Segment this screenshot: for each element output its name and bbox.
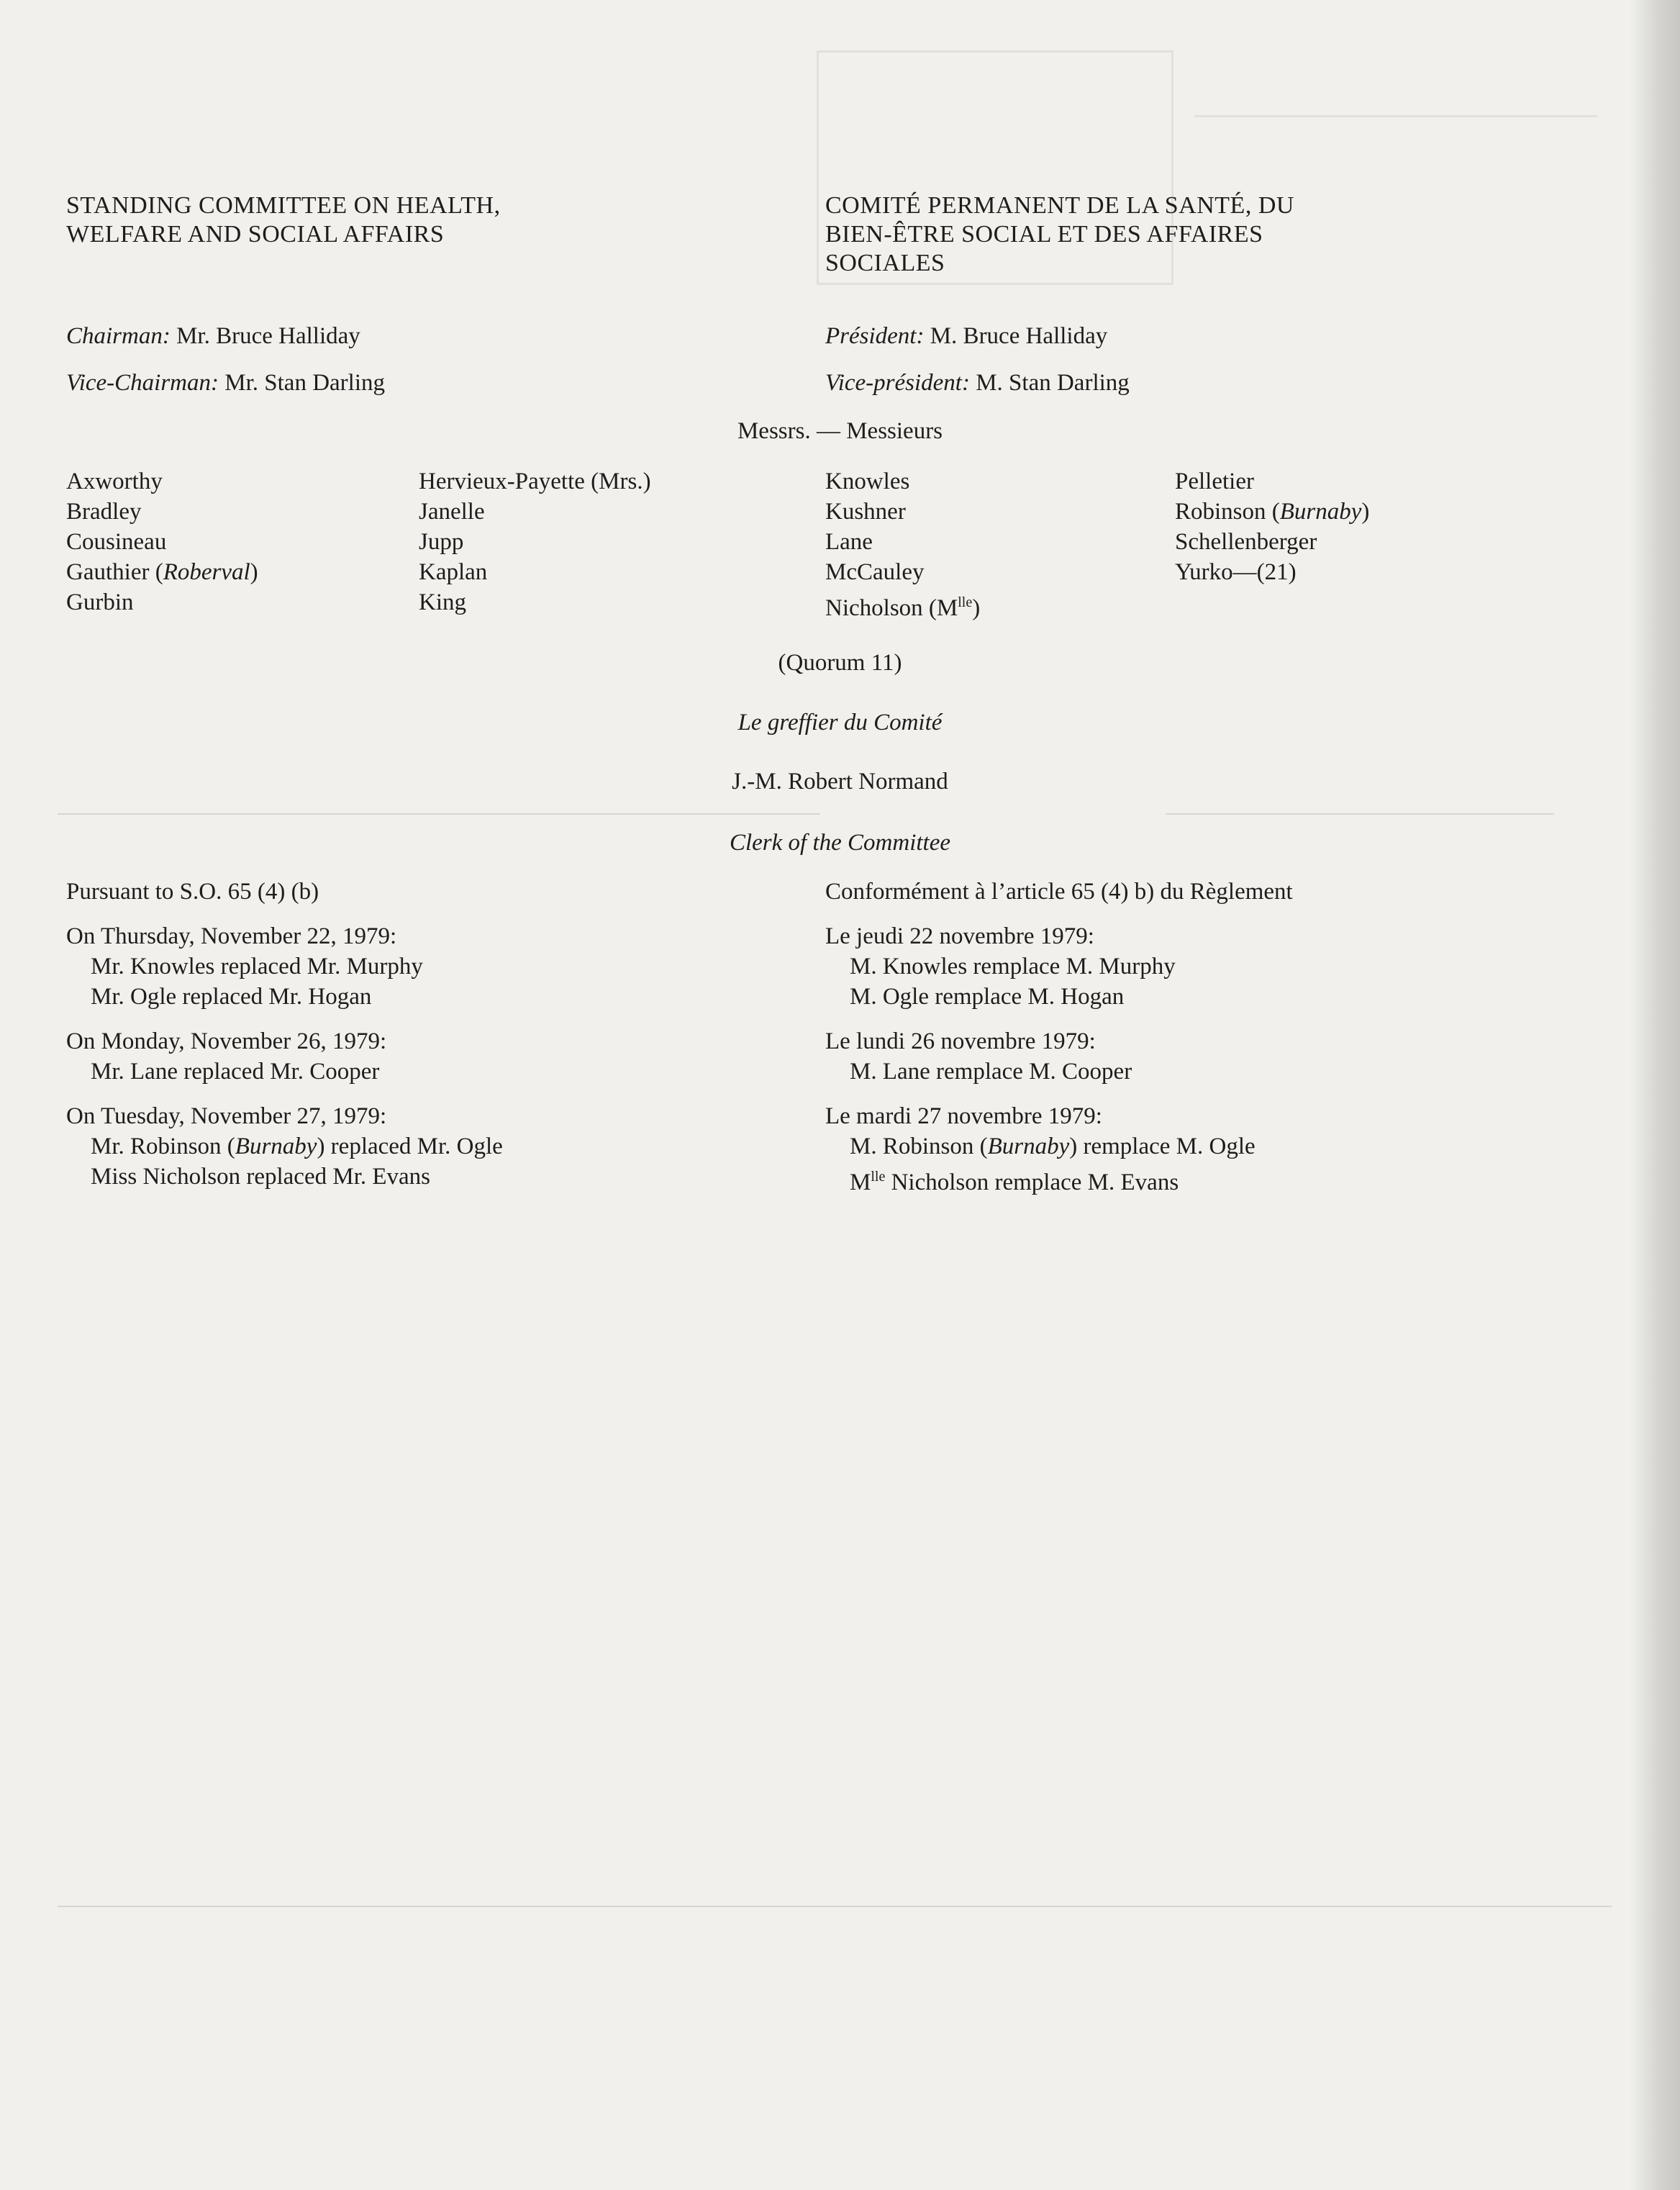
clerk-name: J.-M. Robert Normand xyxy=(732,769,948,795)
member-name: Jupp xyxy=(419,529,464,555)
fr-pursuant: Conformément à l’article 65 (4) b) du Règlement xyxy=(825,879,1293,905)
en-chairman-label: Chairman: xyxy=(66,323,171,349)
clerk-title-en: Clerk of the Committee xyxy=(729,830,951,856)
fr-changes xyxy=(825,877,1293,1198)
fr-chairman-label: Président: xyxy=(825,323,925,349)
member-name: King xyxy=(419,589,466,615)
en-date-heading: On Tuesday, November 27, 1979: xyxy=(66,1103,387,1129)
en-title-line: WELFARE AND SOCIAL AFFAIRS xyxy=(66,221,445,248)
fr-title-line: SOCIALES xyxy=(825,250,945,276)
members-column-2 xyxy=(419,466,651,617)
quorum: (Quorum 11) xyxy=(778,650,902,676)
fr-chairman xyxy=(825,321,1107,351)
en-title-line: STANDING COMMITTEE ON HEALTH, xyxy=(66,192,501,219)
en-pursuant: Pursuant to S.O. 65 (4) (b) xyxy=(66,879,319,905)
fr-committee-title xyxy=(825,191,1294,278)
fr-vice-chairman xyxy=(825,368,1130,398)
fr-replacement: M. Lane remplace M. Cooper xyxy=(850,1059,1132,1085)
member-name: Pelletier xyxy=(1175,469,1254,494)
fr-date-heading: Le mardi 27 novembre 1979: xyxy=(825,1103,1102,1129)
bleed-through-mark xyxy=(1194,115,1597,146)
en-replacement: Mr. Lane replaced Mr. Cooper xyxy=(91,1059,380,1085)
fr-replacement: M. Robinson (Burnaby) remplace M. Ogle xyxy=(850,1134,1256,1159)
member-name: Yurko—(21) xyxy=(1175,559,1297,585)
en-replacement: Mr. Ogle replaced Mr. Hogan xyxy=(91,984,372,1010)
fr-replacement: M. Ogle remplace M. Hogan xyxy=(850,984,1125,1010)
bleed-through-rule xyxy=(1166,813,1554,815)
member-name: Schellenberger xyxy=(1175,529,1317,555)
en-date-heading: On Monday, November 26, 1979: xyxy=(66,1028,387,1054)
en-replacement: Mr. Knowles replaced Mr. Murphy xyxy=(91,954,423,979)
page-edge-shadow xyxy=(1630,0,1680,2190)
en-date-heading: On Thursday, November 22, 1979: xyxy=(66,923,397,949)
en-replacement: Mr. Robinson (Burnaby) replaced Mr. Ogle xyxy=(91,1134,503,1159)
member-name: Kushner xyxy=(825,499,906,525)
members-heading: Messrs. — Messieurs xyxy=(737,418,943,444)
member-riding: Burnaby xyxy=(1279,499,1362,525)
fr-title-line: BIEN-ÊTRE SOCIAL ET DES AFFAIRES xyxy=(825,221,1263,248)
fr-vice-label: Vice-président: xyxy=(825,370,970,396)
member-name: Cousineau xyxy=(66,529,167,555)
members-column-1 xyxy=(66,466,258,617)
fr-date-heading: Le jeudi 22 novembre 1979: xyxy=(825,923,1094,949)
member-name: McCauley xyxy=(825,559,925,585)
fr-date-heading: Le lundi 26 novembre 1979: xyxy=(825,1028,1096,1054)
member-name: Janelle xyxy=(419,499,485,525)
member-name: Bradley xyxy=(66,499,142,525)
member-name: Hervieux-Payette (Mrs.) xyxy=(419,469,651,494)
bleed-through-rule xyxy=(58,813,820,815)
member-name: Robinson (Burnaby) xyxy=(1175,499,1370,525)
en-vice-name: Mr. Stan Darling xyxy=(224,370,385,396)
fr-chairman-name: M. Bruce Halliday xyxy=(930,323,1108,349)
member-riding: Roberval xyxy=(163,559,250,585)
fr-vice-name: M. Stan Darling xyxy=(976,370,1130,396)
clerk-title-fr: Le greffier du Comité xyxy=(737,710,943,736)
members-column-3 xyxy=(825,466,981,621)
en-chairman-name: Mr. Bruce Halliday xyxy=(176,323,360,349)
en-chairman xyxy=(66,321,360,351)
members-column-4 xyxy=(1175,466,1369,587)
member-name: Nicholson $(M^{lle})$ xyxy=(825,594,981,621)
en-changes xyxy=(66,877,503,1192)
fr-replacement: $M^{lle}$ Nicholson remplace M. Evans xyxy=(850,1169,1179,1195)
member-name: Kaplan xyxy=(419,559,488,585)
fr-replacement: M. Knowles remplace M. Murphy xyxy=(850,954,1176,979)
bleed-through-rule xyxy=(58,1906,1612,1907)
fr-title-line: COMITÉ PERMANENT DE LA SANTÉ, DU xyxy=(825,192,1294,219)
member-name: Lane xyxy=(825,529,873,555)
en-committee-title xyxy=(66,191,501,249)
member-name: Knowles xyxy=(825,469,910,494)
member-name: Gurbin xyxy=(66,589,134,615)
en-vice-label: Vice-Chairman: xyxy=(66,370,219,396)
member-name: Axworthy xyxy=(66,469,163,494)
en-vice-chairman xyxy=(66,368,385,398)
en-replacement: Miss Nicholson replaced Mr. Evans xyxy=(91,1164,431,1190)
member-name: Gauthier (Roberval) xyxy=(66,559,258,585)
